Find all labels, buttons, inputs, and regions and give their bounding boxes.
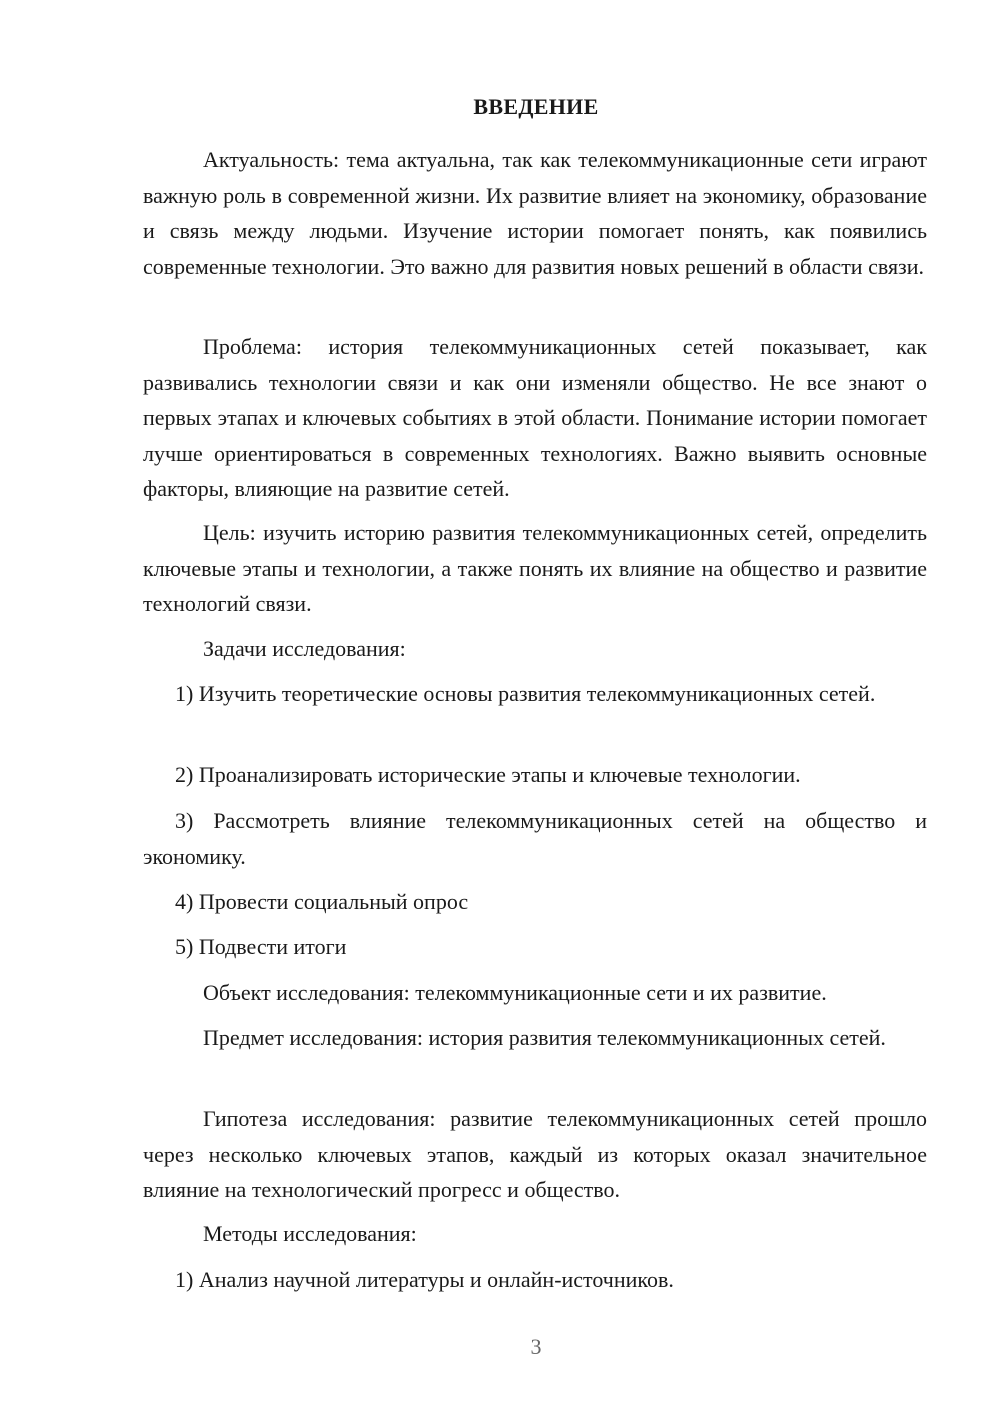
method-item-1: 1) Анализ научной литературы и онлайн-источников.: [175, 1267, 674, 1292]
paragraph-subject: Предмет исследования: история развития телекоммуникационных сетей.: [203, 1025, 886, 1050]
page-number: 3: [530, 1334, 542, 1359]
task-item-4: 4) Провести социальный опрос: [175, 889, 469, 914]
paragraph-problem: Проблема: история телекоммуникационных сетей показывает, как развивались технологии связи и как они изменяли общество. Не все знают о первых этапах и ключевых событиях в этой области. Понимание истории помогает лучше ориентироваться в современных технологиях. Важно выявить основные факторы, влияющие на развитие сетей.: [143, 334, 927, 501]
methods-heading: Методы исследования:: [203, 1221, 417, 1246]
task-item-3: 3) Рассмотреть влияние телекоммуникационных сетей на общество и экономику.: [143, 808, 927, 869]
page-title: ВВЕДЕНИЕ: [473, 94, 599, 119]
task-item-5: 5) Подвести итоги: [175, 934, 347, 959]
paragraph-goal: Цель: изучить историю развития телекоммуникационных сетей, определить ключевые этапы и технологии, а также понять их влияние на общество и развитие технологий связи.: [143, 520, 927, 616]
paragraph-hypothesis: Гипотеза исследования: развитие телекоммуникационных сетей прошло через несколько ключевых этапов, каждый из которых оказал значительное влияние на технологический прогресс и общество.: [143, 1106, 927, 1202]
paragraph-relevance: Актуальность: тема актуальна, так как телекоммуникационные сети играют важную роль в современной жизни. Их развитие влияет на экономику, образование и связь между людьми. Изучение истории помогает понять, как появились современные технологии. Это важно для развития новых решений в области связи.: [143, 147, 927, 279]
task-item-2: 2) Проанализировать исторические этапы и ключевые технологии.: [175, 762, 801, 787]
task-item-1: 1) Изучить теоретические основы развития телекоммуникационных сетей.: [175, 681, 876, 706]
paragraph-object: Объект исследования: телекоммуникационные сети и их развитие.: [203, 980, 827, 1005]
tasks-heading: Задачи исследования:: [203, 636, 406, 661]
